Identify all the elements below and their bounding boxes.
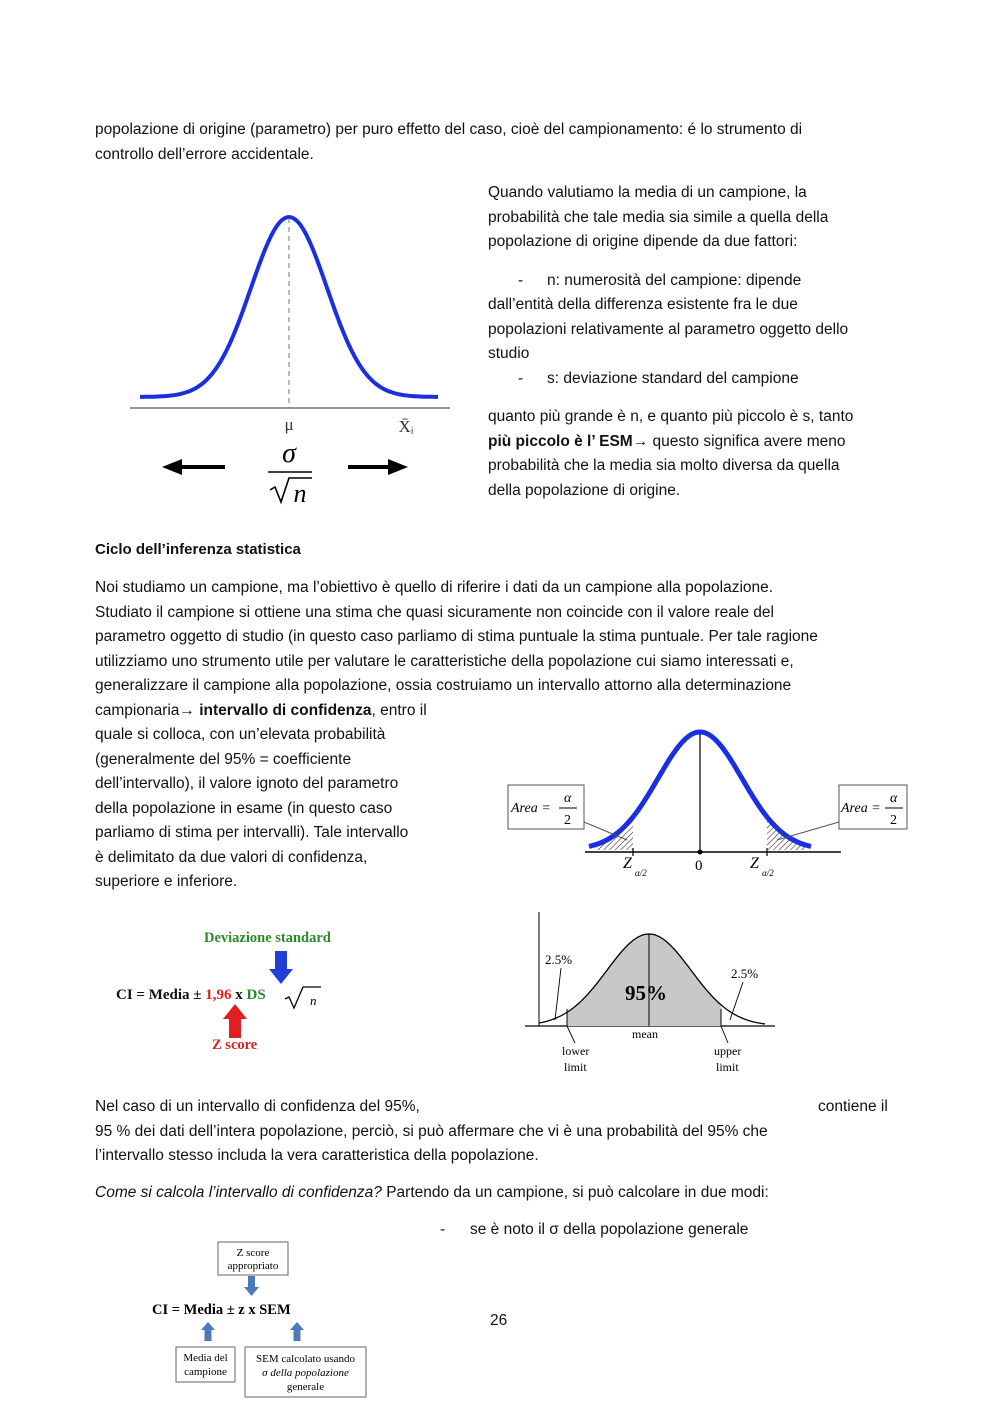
esm-para-line: probabilità che tale media sia simile a quella della	[488, 208, 829, 226]
sqrt-n-icon	[283, 985, 323, 1009]
upper-label-2: limit	[716, 1060, 739, 1074]
z-right-label: Z	[750, 855, 759, 872]
ci-sem-formula: CI = Media ± z x SEM	[152, 1302, 291, 1318]
conclusion-line: della popolazione di origine.	[488, 481, 681, 499]
two-label: 2	[890, 813, 897, 828]
two-label: 2	[564, 813, 571, 828]
cycle-line: (generalmente del 95% = coefficiente	[95, 750, 352, 768]
howto-rest: Partendo da un campione, si può calcolare in due modi:	[381, 1184, 769, 1201]
box-sem-line1: SEM calcolato usando	[256, 1353, 355, 1365]
ic-after: , entro il	[371, 701, 427, 719]
pct-left: 2.5%	[545, 952, 573, 967]
bullet-line: dall’entità della differenza esistente fra le due	[488, 296, 798, 313]
campionaria: campionaria→	[95, 701, 200, 719]
conclusion-line: quanto più grande è n, e quanto più piccolo è s, tanto	[488, 408, 854, 425]
conclusion-rest: questo significa avere meno	[648, 432, 846, 450]
lower-pointer	[567, 1026, 575, 1043]
blue-arrow-icon	[269, 951, 293, 985]
conclusion-line: probabilità che la media sia molto diversa da quella	[488, 457, 840, 474]
esm-bold: più piccolo è l’ ESM→	[488, 432, 649, 450]
left-arrow-icon	[162, 459, 182, 475]
howto-question: Come si calcola l’intervallo di confidenza?	[95, 1184, 382, 1201]
down-arrow-icon	[244, 1276, 259, 1296]
sem-formula-diagram	[148, 1240, 388, 1400]
intro-text	[95, 118, 915, 167]
area-label: Area =	[511, 801, 551, 816]
z-score-label: Z score	[212, 1037, 258, 1053]
intro-line: popolazione di origine (parametro) per puro effetto del caso, cioè del campionamento: é lo strumento di	[95, 121, 803, 138]
z-right-sub: α/2	[762, 868, 774, 878]
svg-text:n: n	[310, 993, 317, 1008]
area-label: Area =	[841, 801, 881, 816]
ci95-left: Nel caso di un intervallo di confidenza del 95%,	[95, 1098, 420, 1115]
bullet-dash: -	[440, 1221, 446, 1238]
sigma-label: σ	[282, 438, 296, 469]
page-number: 26	[490, 1312, 508, 1329]
bullet-line: n: numerosità del campione: dipende	[547, 271, 802, 289]
ci-95-figure	[525, 908, 785, 1078]
cycle-line: Studiato il campione si ottiene una stima che quasi sicuramente non coincide con il valore reale del	[95, 603, 774, 621]
box-media-line2: campione	[184, 1366, 227, 1378]
z-left-label: Z	[623, 855, 632, 872]
bullet-s	[488, 367, 908, 392]
howto-bullet	[440, 1218, 860, 1243]
ds-label: DS	[246, 987, 266, 1003]
upper-pointer	[721, 1026, 728, 1043]
upper-label: upper	[714, 1044, 742, 1058]
red-arrow-icon	[223, 1004, 247, 1038]
esm-para-line: popolazione di origine dipende da due fattori:	[488, 233, 798, 250]
esm-para-line: Quando valutiamo la media di un campione, la	[488, 184, 807, 201]
cycle-line: Noi studiamo un campione, ma l’obiettivo è quello di riferire i dati da un campione alla popolazione.	[95, 579, 774, 596]
bullet-line: s: deviazione standard del campione	[547, 369, 799, 387]
ic-bold: intervallo di confidenza	[199, 701, 372, 719]
ci95-line: l’intervallo stesso includa la vera caratteristica della popolazione.	[95, 1147, 539, 1164]
n-label: n	[293, 479, 307, 508]
two-tail-curve-figure	[505, 722, 925, 892]
cycle-line: superiore e inferiore.	[95, 873, 238, 890]
howto-line	[95, 1181, 915, 1206]
bullet-text: se è noto il σ della popolazione generale	[470, 1221, 749, 1238]
conclusion-line	[488, 430, 908, 455]
bullet-line: studio	[488, 345, 530, 362]
bell-curve	[140, 217, 438, 397]
leader-line-right	[777, 822, 839, 840]
cycle-line: generalizzare il campione alla popolazione, ossia costruiamo un intervallo attorno alla determinazione	[95, 677, 792, 694]
cycle-line: parametro oggetto di studio (in questo caso parliamo di stima puntuale la stima puntuale. Per tale ragione	[95, 628, 818, 645]
cycle-line: è delimitato da due valori di confidenza,	[95, 848, 368, 866]
zero-label: 0	[695, 858, 703, 874]
ci-prefix: CI = Media ±	[116, 987, 206, 1003]
normal-curve-figure	[120, 200, 460, 510]
alpha-label: α	[890, 791, 898, 806]
cycle-line: dell’intervallo), il valore ignoto del parametro	[95, 775, 399, 792]
ci95-right: contiene il	[818, 1098, 888, 1115]
bullet-dash: -	[518, 369, 524, 387]
dev-std-label: Deviazione standard	[204, 930, 331, 946]
esm-explanation	[488, 181, 908, 503]
lower-label-2: limit	[564, 1060, 587, 1074]
intro-line: controllo dell’errore accidentale.	[95, 145, 314, 163]
times: x	[231, 987, 247, 1003]
up-arrow-left-icon	[201, 1322, 215, 1341]
ci95-line: 95 % dei dati dell’intera popolazione, perciò, si può affermare che vi è una probabilità del 95% che	[95, 1122, 768, 1140]
up-arrow-right-icon	[290, 1322, 304, 1341]
bullet-line: popolazioni relativamente al parametro oggetto dello	[488, 320, 849, 338]
z-left-sub: α/2	[635, 868, 647, 878]
box-media-line1: Media del	[183, 1352, 228, 1364]
cycle-line: parliamo di stima per intervalli). Tale intervallo	[95, 824, 409, 841]
box-z-score-line1: Z score	[236, 1247, 270, 1259]
pct-right: 2.5%	[731, 966, 759, 981]
cycle-line: utilizziamo uno strumento utile per valutare le caratteristiche della popolazione cui siamo interessati e,	[95, 652, 794, 670]
cycle-line: della popolazione in esame (in questo caso	[95, 799, 393, 817]
section-heading: Ciclo dell’inferenza statistica	[95, 541, 301, 558]
z-value: 1,96	[205, 987, 232, 1003]
ci95-paragraph	[95, 1095, 915, 1169]
lower-label: lower	[562, 1044, 590, 1058]
right-arrow-icon	[388, 459, 408, 475]
xi-label: X̄ᵢ	[398, 417, 414, 436]
bullet-n	[488, 269, 908, 294]
box-sem-line2: σ della popolazione	[262, 1367, 349, 1379]
ci95-line	[95, 1095, 915, 1120]
pct-left-pointer	[555, 968, 561, 1020]
cycle-line	[95, 699, 915, 724]
center-pct: 95%	[625, 981, 667, 1005]
box-z-score-line2: appropriato	[227, 1260, 279, 1272]
mu-label: μ	[284, 415, 294, 434]
cycle-line: quale si colloca, con un’elevata probabilità	[95, 726, 386, 743]
box-sem-line3: generale	[286, 1381, 325, 1393]
mean-label: mean	[632, 1027, 658, 1041]
alpha-label: α	[564, 791, 572, 806]
bullet-dash: -	[518, 271, 524, 289]
pct-right-pointer	[730, 982, 743, 1020]
zero-dot	[698, 850, 703, 855]
ci-formula	[116, 987, 266, 1004]
